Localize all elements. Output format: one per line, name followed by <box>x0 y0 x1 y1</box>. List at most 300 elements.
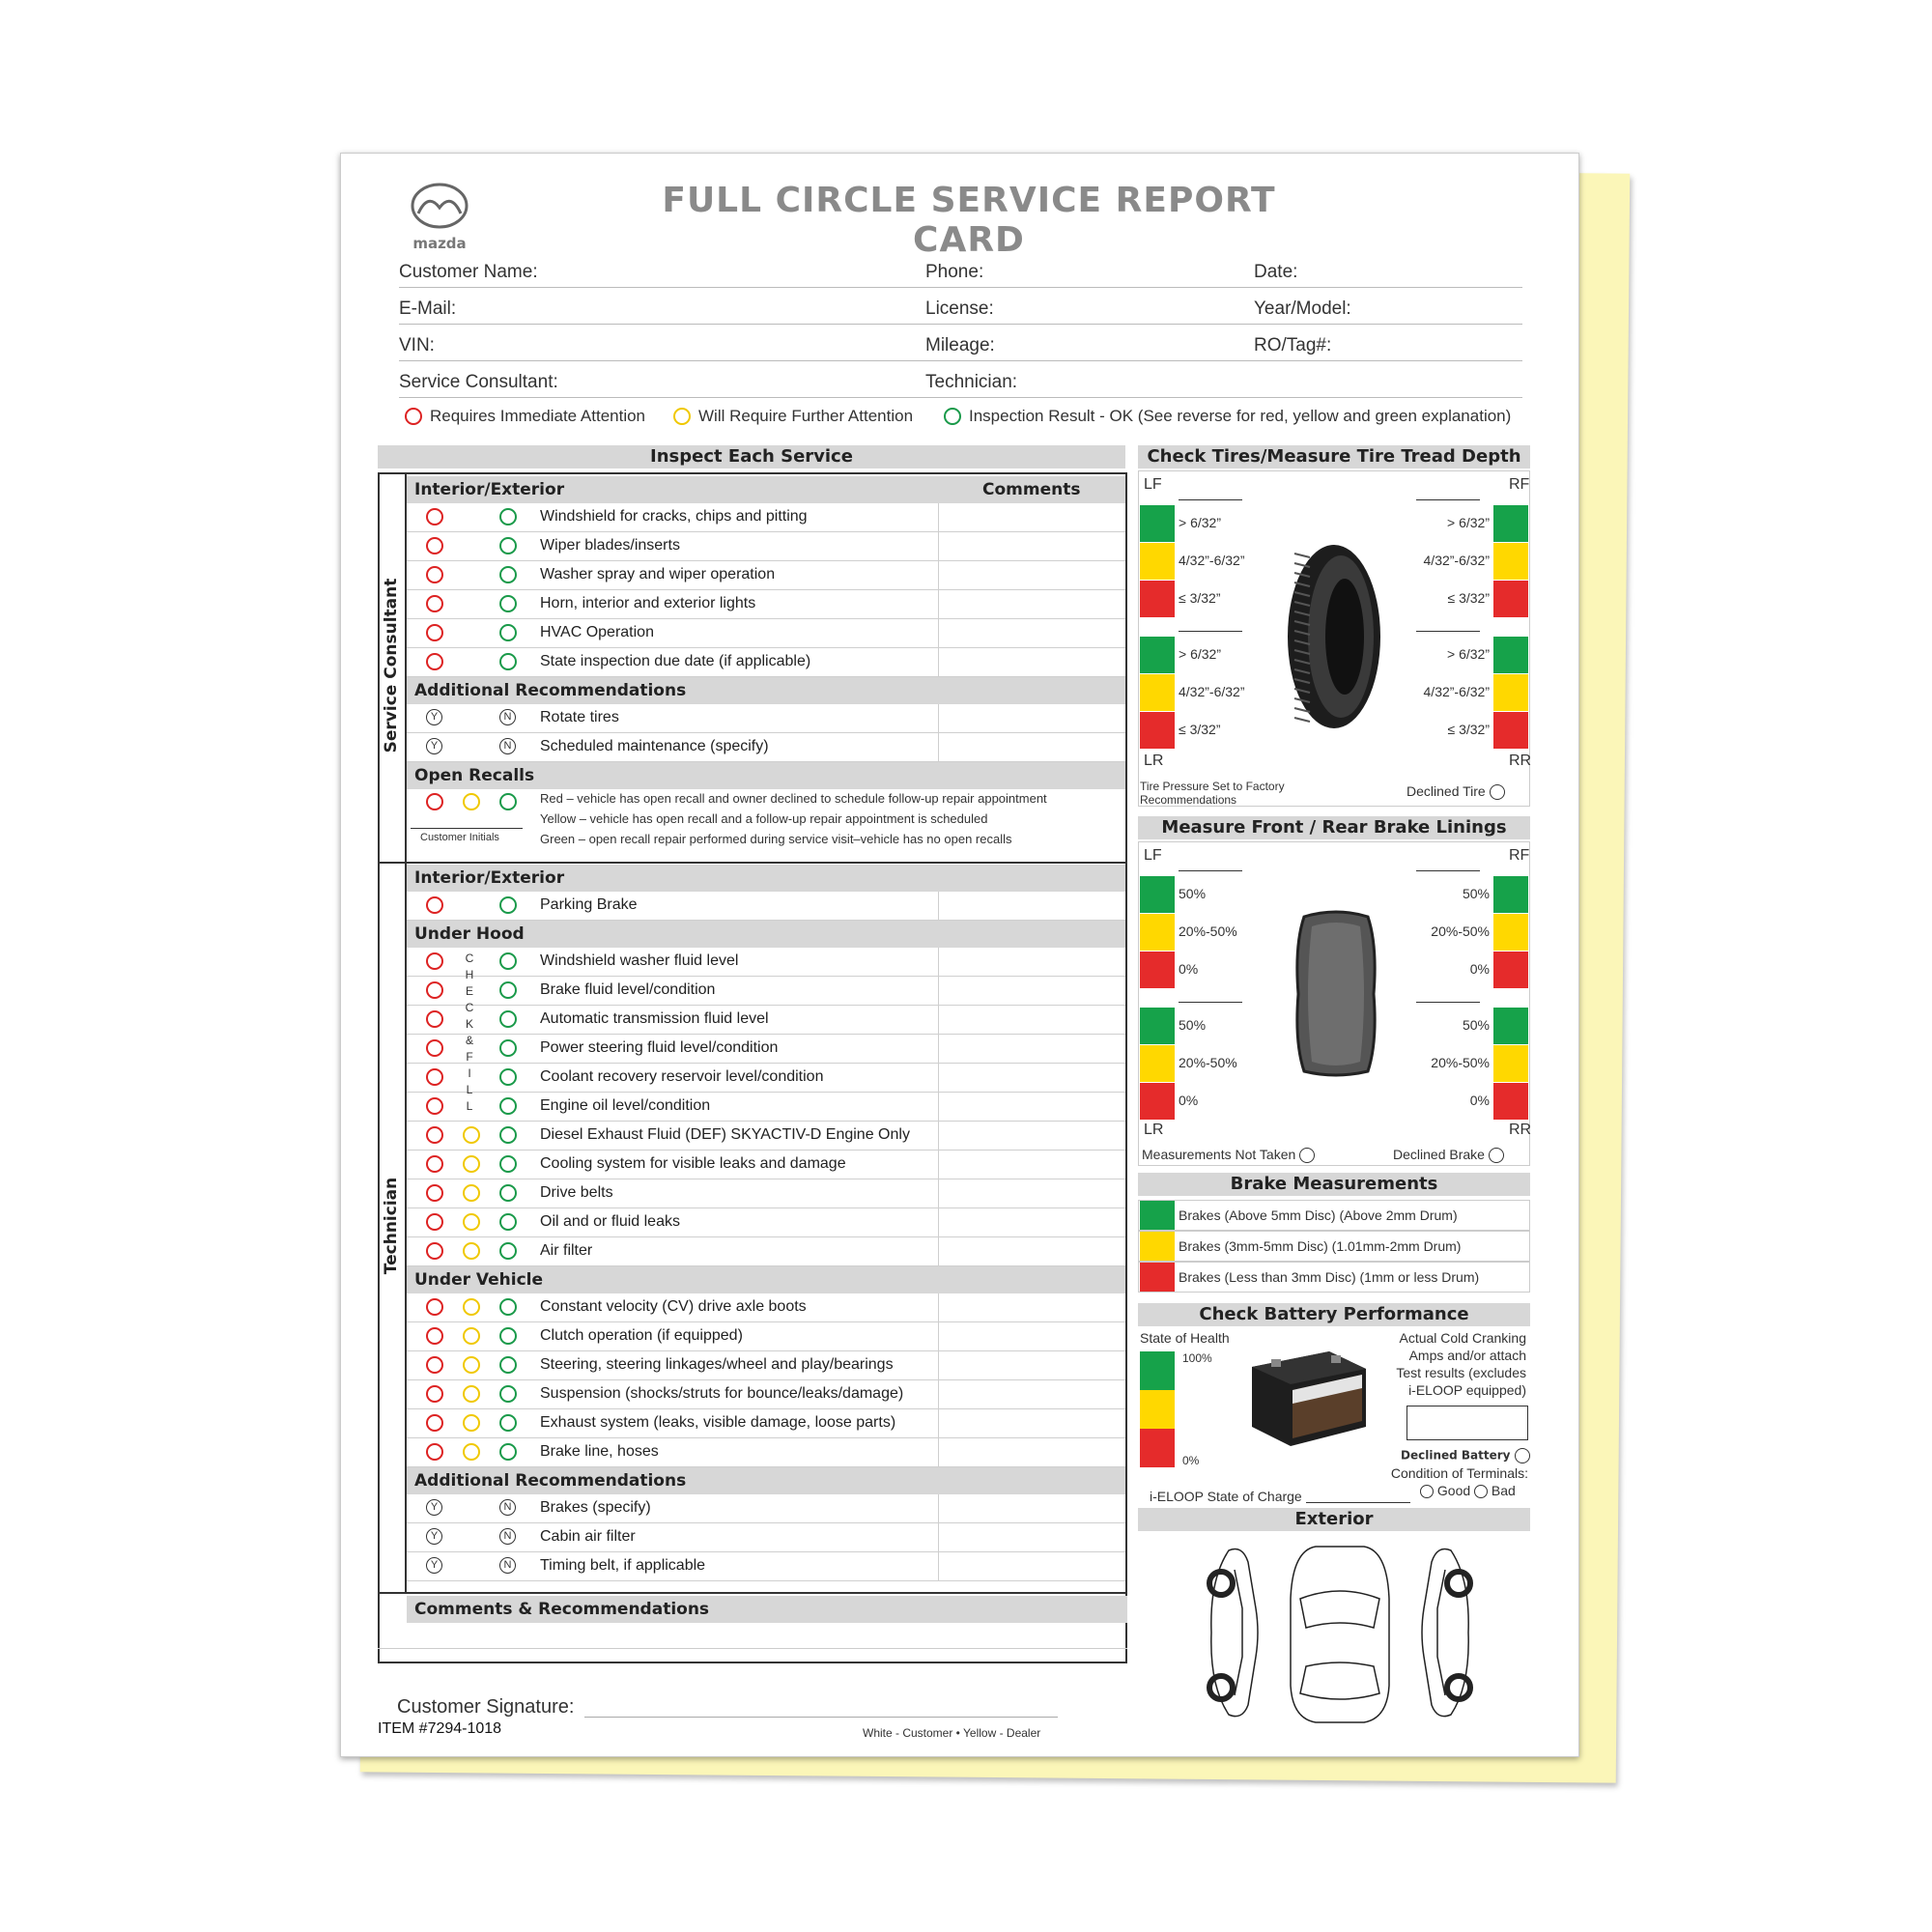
tire-lr-label: LR <box>1144 753 1164 769</box>
comment-cell-divider <box>938 1293 939 1322</box>
brake-measurement-swatch <box>1140 1232 1175 1261</box>
ro-tag-label: RO/Tag#: <box>1254 335 1332 355</box>
red-option[interactable] <box>426 1213 443 1231</box>
brake-front-right-swatch <box>1493 952 1528 988</box>
inspection-item-label: Cooling system for visible leaks and damage <box>540 1155 846 1172</box>
comment-cell-divider <box>938 648 939 677</box>
inspection-row <box>407 1122 1125 1151</box>
comment-cell-divider <box>938 1151 939 1179</box>
brake-rf-label: RF <box>1509 847 1530 864</box>
comment-cell-divider <box>938 1438 939 1467</box>
yellow-option[interactable] <box>463 1298 480 1316</box>
red-option[interactable] <box>426 1298 443 1316</box>
inspection-item-label: Cabin air filter <box>540 1528 636 1545</box>
inspection-row <box>407 1409 1125 1438</box>
measurements-not-taken[interactable] <box>1142 1147 1315 1163</box>
green-option[interactable] <box>499 1039 517 1057</box>
yellow-option[interactable] <box>463 1126 480 1144</box>
terminal-bad-checkbox[interactable] <box>1474 1485 1488 1498</box>
customer-name-label: Customer Name: <box>399 262 538 282</box>
yellow-option[interactable] <box>463 1155 480 1173</box>
email-label: E-Mail: <box>399 298 457 319</box>
inspect-header: Inspect Each Service <box>378 445 1125 469</box>
inspection-row <box>407 1438 1125 1467</box>
tire-front-right-blank[interactable] <box>1416 499 1480 500</box>
tire-front-left-blank[interactable] <box>1179 499 1242 500</box>
declined-tire-checkbox[interactable] <box>1490 784 1505 800</box>
no-option[interactable]: N <box>499 1499 516 1516</box>
inspection-item-label: Timing belt, if applicable <box>540 1557 706 1574</box>
inspection-item-label: Suspension (shocks/struts for bounce/leaks/damage) <box>540 1385 904 1402</box>
cca-instruction-line: i-ELOOP equipped) <box>1408 1382 1526 1398</box>
green-option[interactable] <box>499 624 517 641</box>
comment-cell-divider <box>938 619 939 648</box>
sc-interior-exterior-section-title: Interior/Exterior <box>414 480 565 499</box>
inspection-row <box>407 1494 1125 1523</box>
inspection-item-label: Constant velocity (CV) drive axle boots <box>540 1298 807 1315</box>
yellow-option[interactable] <box>463 1327 480 1345</box>
green-option[interactable] <box>499 595 517 612</box>
item-number: ITEM #7294-1018 <box>378 1720 502 1737</box>
comment-cell-divider <box>938 1409 939 1438</box>
comment-cell-divider <box>938 1237 939 1266</box>
inspection-row <box>407 1351 1125 1380</box>
green-option[interactable] <box>499 1184 517 1202</box>
inspection-item-label: Rotate tires <box>540 709 619 725</box>
red-option[interactable] <box>426 1126 443 1144</box>
comment-cell-divider <box>938 561 939 590</box>
inspection-row <box>407 1237 1125 1266</box>
brake-measurements-header: Brake Measurements <box>1138 1173 1530 1196</box>
battery-header: Check Battery Performance <box>1138 1303 1530 1326</box>
legend-red: Requires Immediate Attention <box>405 407 645 426</box>
tire-front-left-level: > 6/32” <box>1179 515 1221 530</box>
comment-cell-divider <box>938 892 939 921</box>
red-option[interactable] <box>426 952 443 970</box>
yes-option[interactable]: Y <box>426 1528 442 1545</box>
red-option[interactable] <box>426 1443 443 1461</box>
green-option[interactable] <box>499 1068 517 1086</box>
brake-rear-left-swatch <box>1140 1008 1175 1044</box>
brake-rear-right-swatch <box>1493 1008 1528 1044</box>
inspection-row <box>407 977 1125 1006</box>
tire-rr-label: RR <box>1509 753 1532 769</box>
under-hood-section <box>407 921 1125 948</box>
inspection-item-label: Drive belts <box>540 1184 613 1201</box>
comment-cell-divider <box>938 977 939 1006</box>
green-option[interactable] <box>499 1155 517 1173</box>
tire-lf-label: LF <box>1144 476 1162 493</box>
red-option[interactable] <box>426 896 443 914</box>
inspection-item-label: Air filter <box>540 1242 593 1259</box>
red-option[interactable] <box>426 1184 443 1202</box>
red-option[interactable] <box>426 1097 443 1115</box>
inspection-row <box>407 1523 1125 1552</box>
inspection-item-label: Windshield for cracks, chips and pitting <box>540 508 808 525</box>
brake-rear-left-swatch <box>1140 1045 1175 1082</box>
red-option[interactable] <box>426 981 443 999</box>
yellow-recall-option[interactable] <box>463 793 480 810</box>
inspection-item-label: State inspection due date (if applicable) <box>540 653 811 669</box>
green-option[interactable] <box>499 1213 517 1231</box>
tire-rear-left-swatch <box>1140 674 1175 711</box>
red-option[interactable] <box>426 1414 443 1432</box>
red-option[interactable] <box>426 566 443 583</box>
tire-front-left-swatch <box>1140 505 1175 542</box>
brake-measurement-label: Brakes (Above 5mm Disc) (Above 2mm Drum) <box>1179 1208 1458 1223</box>
open-recalls-block <box>407 789 1125 853</box>
comment-cell-divider <box>938 1179 939 1208</box>
year-model-label: Year/Model: <box>1254 298 1351 319</box>
declined-battery-checkbox[interactable] <box>1515 1448 1530 1463</box>
brake-rear-right-blank[interactable] <box>1416 1002 1480 1003</box>
tech-additional-recommendations-section-title: Additional Recommendations <box>414 1471 687 1491</box>
tire-pressure-note: Tire Pressure Set to Factory Recommendations <box>1140 780 1285 807</box>
signature-line[interactable] <box>584 1717 1058 1718</box>
red-option[interactable] <box>426 1356 443 1374</box>
tires-header: Check Tires/Measure Tire Tread Depth <box>1138 445 1530 469</box>
brake-measurement-label: Brakes (Less than 3mm Disc) (1mm or less Drum) <box>1179 1269 1480 1285</box>
inspection-item-label: HVAC Operation <box>540 624 654 640</box>
yellow-option[interactable] <box>463 1443 480 1461</box>
declined-brake[interactable] <box>1393 1147 1504 1163</box>
brake-measurement-label: Brakes (3mm-5mm Disc) (1.01mm-2mm Drum) <box>1179 1238 1462 1254</box>
inspection-row <box>407 561 1125 590</box>
comments-recommendations-header: Comments & Recommendations <box>407 1596 1127 1623</box>
tech-interior-exterior-section-title: Interior/Exterior <box>414 868 565 888</box>
red-option[interactable] <box>426 1155 443 1173</box>
red-option[interactable] <box>426 1068 443 1086</box>
yellow-option[interactable] <box>463 1213 480 1231</box>
comment-cell-divider <box>938 1208 939 1237</box>
brake-front-left-swatch <box>1140 876 1175 913</box>
inspection-row <box>407 1093 1125 1122</box>
inspection-item-label: Brake line, hoses <box>540 1443 659 1460</box>
terminal-bad-label: Bad <box>1491 1483 1516 1498</box>
check-fill-letter: E <box>465 984 473 998</box>
inspection-item-label: Brakes (specify) <box>540 1499 651 1516</box>
inspection-item-label: Brake fluid level/condition <box>540 981 716 998</box>
ieloop-charge-blank[interactable] <box>1306 1502 1410 1503</box>
exterior-header: Exterior <box>1138 1508 1530 1531</box>
green-option[interactable] <box>499 1414 517 1432</box>
tire-front-right-swatch <box>1493 581 1528 617</box>
measurements-not-taken-label: Measurements Not Taken <box>1142 1147 1296 1162</box>
inspection-item-label: Washer spray and wiper operation <box>540 566 776 582</box>
inspection-row <box>407 948 1125 977</box>
check-fill-letter: C <box>465 1001 474 1014</box>
brake-rear-right-level: 20%-50% <box>1431 1055 1490 1070</box>
brake-rear-left-level: 20%-50% <box>1179 1055 1237 1070</box>
comment-cell-divider <box>938 1122 939 1151</box>
green-recall-option[interactable] <box>499 793 517 810</box>
green-option[interactable] <box>499 1010 517 1028</box>
inspection-item-label: Horn, interior and exterior lights <box>540 595 756 611</box>
inspection-row <box>407 1552 1125 1581</box>
legend-green: Inspection Result - OK (See reverse for red, yellow and green explanation) <box>944 407 1511 426</box>
green-option[interactable] <box>499 1443 517 1461</box>
declined-tire-label: Declined Tire <box>1406 783 1486 799</box>
tire-front-left-level: ≤ 3/32” <box>1179 590 1221 606</box>
yellow-circle-icon <box>673 408 691 425</box>
service-consultant-label: Service Consultant: <box>399 372 558 392</box>
red-option[interactable] <box>426 508 443 526</box>
brake-lf-label: LF <box>1144 847 1162 864</box>
open-recalls-section-title: Open Recalls <box>414 766 535 785</box>
brake-rear-right-level: 0% <box>1469 1093 1490 1108</box>
comment-cell-divider <box>938 590 939 619</box>
green-option[interactable] <box>499 1327 517 1345</box>
green-option[interactable] <box>499 537 517 554</box>
red-option[interactable] <box>426 1327 443 1345</box>
check-fill-letter: F <box>466 1050 473 1064</box>
license-label: License: <box>925 298 994 319</box>
tire-front-left-swatch <box>1140 543 1175 580</box>
page-title: FULL CIRCLE SERVICE REPORT CARD <box>662 181 1276 260</box>
comment-cell-divider <box>938 1351 939 1380</box>
red-option[interactable] <box>426 653 443 670</box>
under-vehicle-section <box>407 1266 1125 1293</box>
inspection-row <box>407 503 1125 532</box>
green-option[interactable] <box>499 1298 517 1316</box>
legend-yellow: Will Require Further Attention <box>673 407 913 426</box>
sc-interior-exterior-section <box>407 476 1125 503</box>
check-fill-letter: L <box>466 1083 473 1096</box>
yellow-option[interactable] <box>463 1385 480 1403</box>
cca-instruction-line: Amps and/or attach <box>1408 1348 1526 1363</box>
terminal-good-checkbox[interactable] <box>1420 1485 1434 1498</box>
yes-option[interactable]: Y <box>426 709 442 725</box>
brake-front-right-level: 0% <box>1469 961 1490 977</box>
battery-0-label: 0% <box>1182 1454 1200 1467</box>
red-recall-option[interactable] <box>426 793 443 810</box>
comment-cell-divider <box>938 1006 939 1035</box>
inspection-item-label: Diesel Exhaust Fluid (DEF) SKYACTIV-D Engine Only <box>540 1126 910 1143</box>
green-option[interactable] <box>499 1242 517 1260</box>
comment-cell-divider <box>938 1093 939 1122</box>
inspection-row <box>407 648 1125 677</box>
green-option[interactable] <box>499 508 517 526</box>
comment-cell-divider <box>938 1035 939 1064</box>
yes-option[interactable]: Y <box>426 1557 442 1574</box>
inspection-row <box>407 1064 1125 1093</box>
yes-option[interactable]: Y <box>426 738 442 754</box>
customer-signature-label: Customer Signature: <box>397 1696 575 1718</box>
brand-wordmark: mazda <box>412 235 467 252</box>
tire-rear-right-level: ≤ 3/32” <box>1447 722 1490 737</box>
brake-front-right-level: 50% <box>1462 886 1490 901</box>
tire-rear-left-swatch <box>1140 712 1175 749</box>
check-fill-letter: L <box>466 1099 473 1113</box>
cca-result-box[interactable] <box>1406 1406 1528 1440</box>
tire-front-right-level: > 6/32” <box>1447 515 1490 530</box>
red-option[interactable] <box>426 624 443 641</box>
brake-rear-left-blank[interactable] <box>1179 1002 1242 1003</box>
brake-front-right-blank[interactable] <box>1416 870 1480 871</box>
brake-front-left-swatch <box>1140 914 1175 951</box>
inspection-item-label: Power steering fluid level/condition <box>540 1039 779 1056</box>
tire-front-right-swatch <box>1493 543 1528 580</box>
declined-tire[interactable] <box>1406 783 1505 800</box>
no-option[interactable]: N <box>499 709 516 725</box>
vehicle-outline-diagram[interactable] <box>1200 1541 1480 1724</box>
red-option[interactable] <box>426 1039 443 1057</box>
brake-rear-left-level: 0% <box>1179 1093 1199 1108</box>
comment-cell-divider <box>938 1322 939 1351</box>
inspection-row <box>407 532 1125 561</box>
brake-rear-right-swatch <box>1493 1083 1528 1120</box>
inspection-row <box>407 1006 1125 1035</box>
terminal-good-label: Good <box>1436 1483 1471 1498</box>
brake-rr-label: RR <box>1509 1122 1532 1138</box>
brake-rear-left-swatch <box>1140 1083 1175 1120</box>
tire-rear-right-swatch <box>1493 712 1528 749</box>
report-card-sheet <box>340 153 1579 1757</box>
brake-rear-right-swatch <box>1493 1045 1528 1082</box>
sc-additional-recommendations-section <box>407 677 1125 704</box>
tire-rear-left-swatch <box>1140 637 1175 673</box>
red-option[interactable] <box>426 595 443 612</box>
recall-explanation-line: Red – vehicle has open recall and owner declined to schedule follow-up repair appointment <box>540 791 1047 806</box>
red-option[interactable] <box>426 537 443 554</box>
recall-explanation-line: Yellow – vehicle has open recall and a follow-up repair appointment is scheduled <box>540 811 988 826</box>
inspection-item-label: Oil and or fluid leaks <box>540 1213 680 1230</box>
customer-initials-label: Customer Initials <box>420 832 499 843</box>
yellow-option[interactable] <box>463 1356 480 1374</box>
brake-rear-left-level: 50% <box>1179 1017 1207 1033</box>
comment-cell-divider <box>938 1552 939 1581</box>
inspection-row <box>407 1035 1125 1064</box>
tire-front-left-level: 4/32”-6/32” <box>1179 553 1245 568</box>
tire-rear-left-level: ≤ 3/32” <box>1179 722 1221 737</box>
brake-front-right-swatch <box>1493 914 1528 951</box>
brake-front-left-level: 0% <box>1179 961 1199 977</box>
tire-front-right-level: ≤ 3/32” <box>1447 590 1490 606</box>
comment-cell-divider <box>938 532 939 561</box>
inspection-row <box>407 1179 1125 1208</box>
inspection-row <box>407 892 1125 921</box>
mazda-logo-icon <box>401 179 478 256</box>
brake-front-left-level: 50% <box>1179 886 1207 901</box>
green-circle-icon <box>944 408 961 425</box>
check-fill-letter: K <box>465 1017 473 1031</box>
battery-health-swatch <box>1140 1390 1175 1429</box>
red-option[interactable] <box>426 1242 443 1260</box>
battery-health-swatch <box>1140 1351 1175 1390</box>
comment-cell-divider <box>938 1064 939 1093</box>
check-fill-letter: & <box>465 1034 473 1047</box>
inspection-item-label: Wiper blades/inserts <box>540 537 680 554</box>
tire-rf-label: RF <box>1509 476 1530 493</box>
green-option[interactable] <box>499 952 517 970</box>
technician-vertical-label: Technician <box>382 1177 401 1275</box>
red-option[interactable] <box>426 1385 443 1403</box>
comments-column-header: Comments <box>982 480 1081 499</box>
tire-front-right-level: 4/32”-6/32” <box>1423 553 1490 568</box>
brake-pad-icon <box>1293 907 1379 1081</box>
comment-cell-divider <box>938 1494 939 1523</box>
battery-100-label: 100% <box>1182 1351 1212 1365</box>
recall-explanation-line: Green – open recall repair performed during service visit–vehicle has no open recalls <box>540 832 1012 846</box>
comment-cell-divider <box>938 704 939 733</box>
brake-linings-header: Measure Front / Rear Brake Linings <box>1138 816 1530 839</box>
tire-rear-right-level: 4/32”-6/32” <box>1423 684 1490 699</box>
inspection-row <box>407 1380 1125 1409</box>
comment-cell-divider <box>938 733 939 762</box>
inspection-item-label: Clutch operation (if equipped) <box>540 1327 743 1344</box>
under-vehicle-section-title: Under Vehicle <box>414 1270 544 1290</box>
green-option[interactable] <box>499 566 517 583</box>
vin-label: VIN: <box>399 335 435 355</box>
tire-rear-left-level: 4/32”-6/32” <box>1179 684 1245 699</box>
inspection-row <box>407 619 1125 648</box>
measurements-not-taken-checkbox[interactable] <box>1299 1148 1315 1163</box>
inspection-item-label: Coolant recovery reservoir level/condition <box>540 1068 824 1085</box>
no-option[interactable]: N <box>499 738 516 754</box>
tire-rear-right-swatch <box>1493 637 1528 673</box>
green-option[interactable] <box>499 896 517 914</box>
tire-rear-right-blank[interactable] <box>1416 631 1480 632</box>
state-of-health-label: State of Health <box>1140 1330 1230 1346</box>
service-consultant-vertical-label: Service Consultant <box>382 578 401 753</box>
brake-measurement-swatch <box>1140 1263 1175 1292</box>
terminals-condition-label: Condition of Terminals: <box>1390 1465 1528 1481</box>
comment-cell-divider <box>938 503 939 532</box>
yellow-option[interactable] <box>463 1414 480 1432</box>
inspection-row <box>407 1293 1125 1322</box>
green-option[interactable] <box>499 1356 517 1374</box>
declined-battery[interactable] <box>1401 1448 1530 1463</box>
battery-health-swatch <box>1140 1429 1175 1467</box>
declined-brake-checkbox[interactable] <box>1489 1148 1504 1163</box>
green-option[interactable] <box>499 1385 517 1403</box>
yes-option[interactable]: Y <box>426 1499 442 1516</box>
tire-rear-left-blank[interactable] <box>1179 631 1242 632</box>
brake-front-left-blank[interactable] <box>1179 870 1242 871</box>
date-label: Date: <box>1254 262 1298 282</box>
inspection-item-label: Parking Brake <box>540 896 638 913</box>
check-fill-letter: C <box>465 952 474 965</box>
brake-front-right-level: 20%-50% <box>1431 923 1490 939</box>
red-option[interactable] <box>426 1010 443 1028</box>
green-option[interactable] <box>499 1097 517 1115</box>
check-fill-letter: H <box>465 968 474 981</box>
yellow-option[interactable] <box>463 1184 480 1202</box>
inspection-item-label: Scheduled maintenance (specify) <box>540 738 769 754</box>
brake-rear-right-level: 50% <box>1462 1017 1490 1033</box>
copy-distribution: White - Customer • Yellow - Dealer <box>863 1726 1041 1740</box>
inspection-row <box>407 1208 1125 1237</box>
no-option[interactable]: N <box>499 1528 516 1545</box>
green-option[interactable] <box>499 1126 517 1144</box>
mileage-label: Mileage: <box>925 335 995 355</box>
check-fill-letter: I <box>468 1066 471 1080</box>
inspection-item-label: Automatic transmission fluid level <box>540 1010 769 1027</box>
declined-battery-label: Declined Battery <box>1401 1448 1511 1463</box>
sc-additional-recommendations-section-title: Additional Recommendations <box>414 681 687 700</box>
red-circle-icon <box>405 408 422 425</box>
inspection-row <box>407 590 1125 619</box>
green-option[interactable] <box>499 653 517 670</box>
inspection-item-label: Steering, steering linkages/wheel and play/bearings <box>540 1356 894 1373</box>
yellow-option[interactable] <box>463 1242 480 1260</box>
comment-cell-divider <box>938 948 939 977</box>
green-option[interactable] <box>499 981 517 999</box>
no-option[interactable]: N <box>499 1557 516 1574</box>
brake-front-left-level: 20%-50% <box>1179 923 1237 939</box>
inspection-item-label: Windshield washer fluid level <box>540 952 739 969</box>
tech-interior-exterior-section <box>407 865 1125 892</box>
